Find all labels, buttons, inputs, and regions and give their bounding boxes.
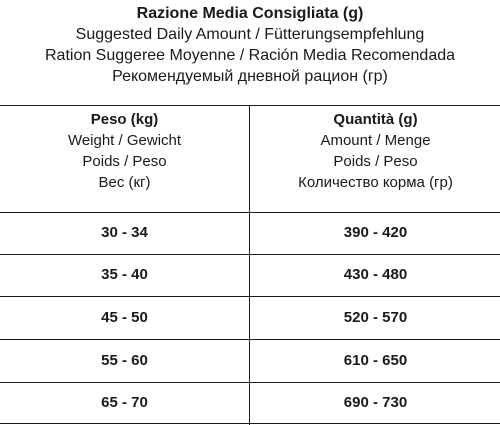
- table-row: [0, 382, 500, 424]
- amount-cell: 390 - 420: [343, 224, 408, 241]
- weight-cell: 30 - 34: [101, 224, 148, 241]
- title-russian: Рекомендуемый дневной рацион (гр): [112, 68, 388, 85]
- amount-cell: 690 - 730: [343, 394, 408, 411]
- weight-cell: 45 - 50: [101, 309, 148, 326]
- weight-header-sub3: Вес (кг): [98, 174, 151, 191]
- weight-header-sub2: Poids / Peso: [82, 153, 167, 170]
- table-top-rule: [0, 105, 500, 106]
- weight-column-header: [0, 109, 249, 193]
- feeding-table: [0, 105, 500, 425]
- weight-header-label: Peso (kg): [90, 111, 159, 128]
- document-title-block: [0, 3, 500, 87]
- weight-cell: 35 - 40: [101, 266, 148, 283]
- weight-header-sub1: Weight / Gewicht: [67, 132, 182, 149]
- title-french-spanish: Ration Suggeree Moyenne / Ración Media Recomendada: [44, 47, 456, 64]
- weight-cell: 55 - 60: [101, 352, 148, 369]
- amount-cell: 610 - 650: [343, 352, 408, 369]
- amount-header-sub2: Poids / Peso: [333, 153, 418, 170]
- title-english-german: Suggested Daily Amount / Fütterungsempfehlung: [75, 26, 425, 43]
- title-main: Razione Media Consigliata (g): [136, 5, 364, 22]
- amount-cell: 520 - 570: [343, 309, 408, 326]
- amount-header-sub3: Количество корма (гр): [298, 174, 453, 191]
- amount-column-header: [251, 109, 500, 193]
- table-row: [0, 340, 500, 382]
- table-row: [0, 254, 500, 296]
- amount-header-label: Quantità (g): [333, 111, 418, 128]
- amount-cell: 430 - 480: [343, 266, 408, 283]
- weight-cell: 65 - 70: [101, 394, 148, 411]
- amount-header-sub1: Amount / Menge: [320, 132, 431, 149]
- table-row: [0, 297, 500, 339]
- table-row: [0, 212, 500, 254]
